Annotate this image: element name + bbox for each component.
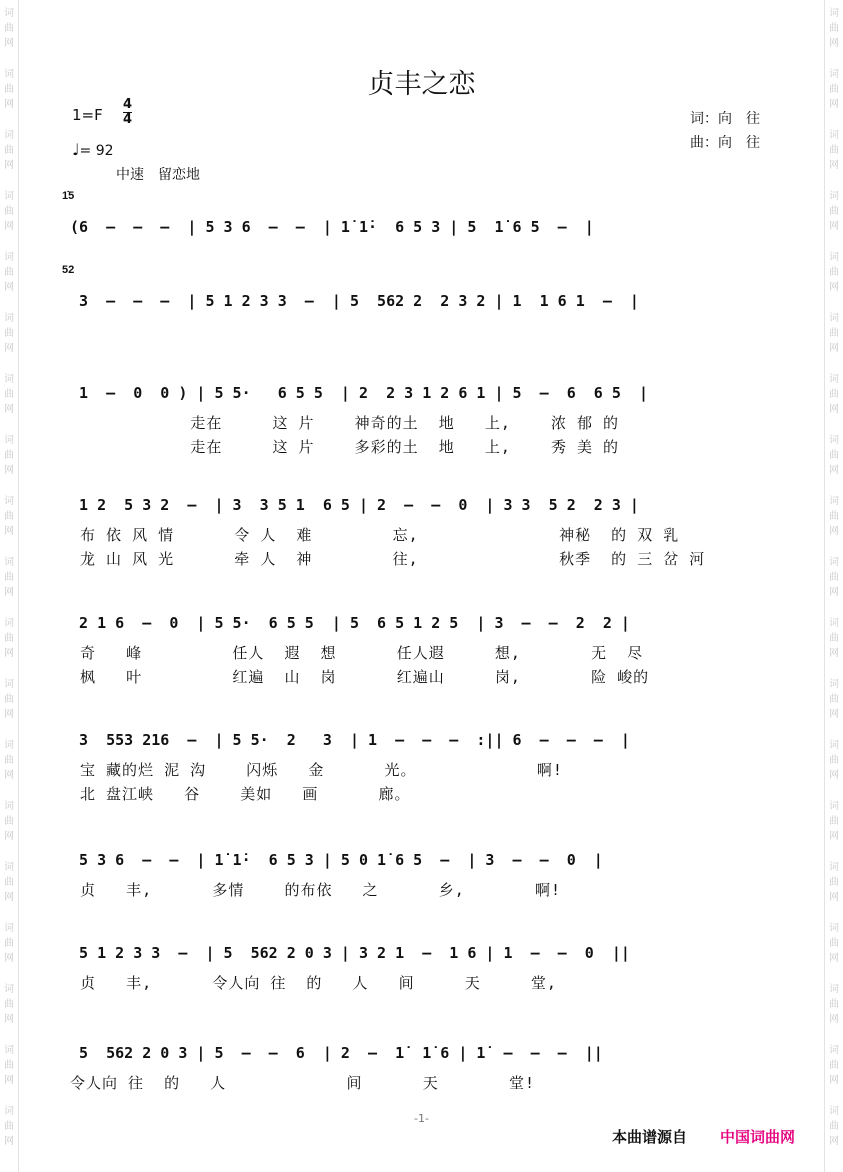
watermark-glyph: 网 (4, 892, 14, 903)
watermark-glyph: 网 (829, 465, 839, 476)
score-system-8 (60, 944, 800, 1044)
watermark-glyph: 词 (829, 69, 839, 80)
score-system-6 (60, 731, 800, 831)
watermark-glyph: 曲 (829, 389, 839, 400)
watermark-glyph: 曲 (4, 328, 14, 339)
watermark-glyph: 曲 (829, 816, 839, 827)
composer-credit: 曲：向 往 (690, 135, 760, 151)
watermark-glyph: 曲 (829, 755, 839, 766)
key-signature: 1=F (72, 106, 103, 124)
watermark-glyph: 词 (4, 1045, 14, 1056)
watermark-glyph: 网 (4, 526, 14, 537)
watermark-glyph: 网 (4, 1136, 14, 1147)
lyric-verse-1: 宝 藏的烂 泥 沟 闪烁 金 光。 啊! (70, 761, 563, 779)
score-system-2 (60, 264, 800, 392)
watermark-glyph: 曲 (4, 511, 14, 522)
watermark-glyph: 网 (829, 38, 839, 49)
watermark-glyph: 网 (4, 99, 14, 110)
tempo-marking: ♩= 92 (72, 140, 114, 159)
watermark-glyph: 词 (4, 679, 14, 690)
lyric-verse-2: 枫 叶 红遍 山 岗 红遍山 岗, 险 峻的 (70, 668, 650, 686)
notation-line: 1 2 5 3 2 – | 3 3 5 1 6 5 | 2 – – 0 | 3 3 5 2 2 3 | (70, 496, 639, 514)
notation-line: 2 1 6 – 0 | 5 5· 6 5 5 | 5 6 5 1 2 5 | 3 – – 2 2 | (70, 614, 630, 632)
watermark-glyph: 词 (4, 191, 14, 202)
watermark-glyph: 网 (4, 343, 14, 354)
watermark-glyph: 网 (4, 587, 14, 598)
quarter-note-icon: ♩ (72, 140, 80, 159)
watermark-glyph: 词 (4, 557, 14, 568)
watermark-glyph: 曲 (4, 1121, 14, 1132)
system-prefix: 1̇5 (62, 190, 75, 202)
watermark-glyph: 词 (829, 191, 839, 202)
watermark-glyph: 曲 (4, 145, 14, 156)
watermark-glyph: 曲 (4, 206, 14, 217)
watermark-glyph: 词 (829, 862, 839, 873)
watermark-glyph: 网 (829, 709, 839, 720)
source-site-link[interactable]: 中国词曲网 (720, 1128, 796, 1146)
watermark-glyph: 网 (829, 404, 839, 415)
watermark-glyph: 网 (829, 1136, 839, 1147)
watermark-glyph: 曲 (829, 1121, 839, 1132)
lyric-verse-1: 布 依 风 情 令 人 难 忘, 神秘 的 双 乳 (70, 526, 680, 544)
song-title: 贞丰之恋 (367, 69, 476, 100)
lyricist-credit: 词：向 往 (690, 111, 760, 127)
watermark-glyph: 词 (829, 557, 839, 568)
lyric-verse-1: 奇 峰 任人 遐 想 任人遐 想, 无 尽 (70, 644, 644, 662)
watermark-glyph: 曲 (4, 1060, 14, 1071)
lyric-verse-1: 贞 丰, 多情 的布依 之 乡, 啊! (70, 881, 562, 899)
watermark-glyph: 曲 (829, 694, 839, 705)
lyric-verse-2: 北 盘江峡 谷 美如 画 廊。 (70, 785, 411, 803)
watermark-glyph: 曲 (829, 23, 839, 34)
watermark-glyph: 曲 (4, 816, 14, 827)
watermark-glyph: 词 (4, 8, 14, 19)
watermark-glyph: 曲 (829, 328, 839, 339)
watermark-glyph: 词 (4, 1106, 14, 1117)
watermark-glyph: 曲 (829, 877, 839, 888)
watermark-glyph: 网 (829, 953, 839, 964)
watermark-glyph: 曲 (4, 633, 14, 644)
notation-line: 1 – 0 0 ) | 5 5· 6 5 5 | 2 2 3 1 2 6 1 | 5 – 6 6 5 | (70, 384, 648, 402)
watermark-glyph: 词 (829, 923, 839, 934)
watermark-glyph: 曲 (829, 938, 839, 949)
right-watermark-strip (824, 0, 843, 1172)
watermark-glyph: 网 (829, 1075, 839, 1086)
watermark-glyph: 网 (4, 282, 14, 293)
watermark-glyph: 网 (4, 1014, 14, 1025)
watermark-glyph: 曲 (4, 572, 14, 583)
watermark-glyph: 曲 (829, 511, 839, 522)
lyric-verse-2: 龙 山 风 光 牵 人 神 往, 秋季 的 三 岔 河 (70, 550, 706, 568)
watermark-glyph: 网 (4, 953, 14, 964)
score-system-5 (60, 614, 800, 714)
watermark-glyph: 曲 (829, 267, 839, 278)
watermark-glyph: 词 (829, 435, 839, 446)
watermark-glyph: 词 (4, 923, 14, 934)
watermark-glyph: 网 (829, 526, 839, 537)
page-number: -1- (414, 1112, 429, 1125)
lyric-verse-1: 贞 丰, 令人向 往 的 人 间 天 堂, (70, 974, 557, 992)
watermark-glyph: 词 (829, 496, 839, 507)
watermark-glyph: 词 (829, 8, 839, 19)
notation-line: 5 1 2 3 3 – | 5 562 2 0 3 | 3 2 1 – 1 6 | 1 – – 0 || (70, 944, 630, 962)
watermark-glyph: 网 (829, 831, 839, 842)
watermark-glyph: 曲 (4, 267, 14, 278)
watermark-glyph: 网 (4, 648, 14, 659)
watermark-glyph: 网 (4, 160, 14, 171)
watermark-glyph: 曲 (4, 999, 14, 1010)
watermark-glyph: 曲 (829, 450, 839, 461)
watermark-glyph: 网 (829, 648, 839, 659)
watermark-glyph: 网 (4, 221, 14, 232)
watermark-glyph: 曲 (829, 84, 839, 95)
watermark-glyph: 词 (4, 984, 14, 995)
lyric-verse-2: 走在 这 片 多彩的土 地 上, 秀 美 的 (70, 438, 620, 456)
notation-line: (6 – – – | 5 3 6 – – | 1̇ 1̇· 6 5 3 | 5 1̇ 6 5 – | (70, 218, 594, 236)
watermark-glyph: 词 (829, 801, 839, 812)
score-system-9 (60, 1044, 800, 1144)
watermark-glyph: 词 (4, 496, 14, 507)
watermark-glyph: 词 (829, 618, 839, 629)
notation-line: 5 562 2 0 3 | 5 – – 6 | 2 – 1̇ 1̇ 6 | 1̇ – – – || (70, 1044, 603, 1062)
notation-line: 5 3 6 – – | 1̇ 1̇· 6 5 3 | 5 0 1̇ 6 5 – | 3 – – 0 | (70, 851, 603, 869)
left-watermark-strip (0, 0, 19, 1172)
lyric-verse-1: 走在 这 片 神奇的土 地 上, 浓 郁 的 (70, 414, 620, 432)
notation-line: 3 553 216 – | 5 5· 2 3 | 1 – – – :|| 6 – – – | (70, 731, 630, 749)
watermark-glyph: 词 (4, 618, 14, 629)
watermark-glyph: 词 (4, 435, 14, 446)
watermark-glyph: 曲 (4, 877, 14, 888)
watermark-glyph: 网 (829, 221, 839, 232)
time-signature: 4 4 (123, 97, 133, 127)
watermark-glyph: 网 (829, 587, 839, 598)
watermark-glyph: 词 (4, 740, 14, 751)
watermark-glyph: 词 (4, 130, 14, 141)
watermark-glyph: 网 (829, 770, 839, 781)
system-prefix: 52 (62, 264, 75, 276)
watermark-glyph: 曲 (4, 84, 14, 95)
watermark-glyph: 词 (829, 313, 839, 324)
watermark-glyph: 曲 (829, 206, 839, 217)
watermark-glyph: 词 (829, 252, 839, 263)
watermark-glyph: 曲 (829, 572, 839, 583)
score-system-7 (60, 851, 800, 951)
lyric-verse-1: 令人向 往 的 人 间 天 堂! (70, 1074, 535, 1092)
watermark-glyph: 词 (4, 374, 14, 385)
watermark-glyph: 曲 (4, 938, 14, 949)
watermark-glyph: 曲 (829, 633, 839, 644)
watermark-glyph: 曲 (4, 694, 14, 705)
watermark-glyph: 词 (829, 374, 839, 385)
watermark-glyph: 词 (829, 740, 839, 751)
source-label: 本曲谱源自 (612, 1128, 688, 1146)
watermark-glyph: 词 (4, 69, 14, 80)
watermark-glyph: 曲 (4, 450, 14, 461)
watermark-glyph: 词 (829, 1045, 839, 1056)
watermark-glyph: 曲 (4, 389, 14, 400)
watermark-glyph: 网 (829, 1014, 839, 1025)
watermark-glyph: 词 (4, 862, 14, 873)
watermark-glyph: 词 (829, 1106, 839, 1117)
watermark-glyph: 网 (4, 465, 14, 476)
watermark-glyph: 网 (829, 160, 839, 171)
watermark-glyph: 网 (829, 99, 839, 110)
watermark-glyph: 网 (4, 1075, 14, 1086)
watermark-glyph: 网 (4, 404, 14, 415)
expression-marking: 中速 留恋地 (116, 167, 200, 183)
watermark-glyph: 词 (829, 984, 839, 995)
watermark-glyph: 曲 (829, 999, 839, 1010)
watermark-glyph: 词 (4, 313, 14, 324)
notation-line: 3 – – – | 5 1 2 3 3 – | 5 562 2 2 3 2 | 1 1 6 1 – | (70, 292, 639, 310)
watermark-glyph: 网 (4, 831, 14, 842)
watermark-glyph: 网 (4, 38, 14, 49)
watermark-glyph: 词 (829, 679, 839, 690)
score-system-4 (60, 496, 800, 596)
watermark-glyph: 网 (829, 282, 839, 293)
watermark-glyph: 曲 (4, 755, 14, 766)
watermark-glyph: 曲 (829, 1060, 839, 1071)
watermark-glyph: 网 (829, 892, 839, 903)
watermark-glyph: 曲 (4, 23, 14, 34)
watermark-glyph: 词 (4, 801, 14, 812)
watermark-glyph: 曲 (829, 145, 839, 156)
score-system-3 (60, 384, 800, 484)
watermark-glyph: 网 (4, 770, 14, 781)
watermark-glyph: 词 (4, 252, 14, 263)
watermark-glyph: 网 (829, 343, 839, 354)
watermark-glyph: 网 (4, 709, 14, 720)
watermark-glyph: 词 (829, 130, 839, 141)
